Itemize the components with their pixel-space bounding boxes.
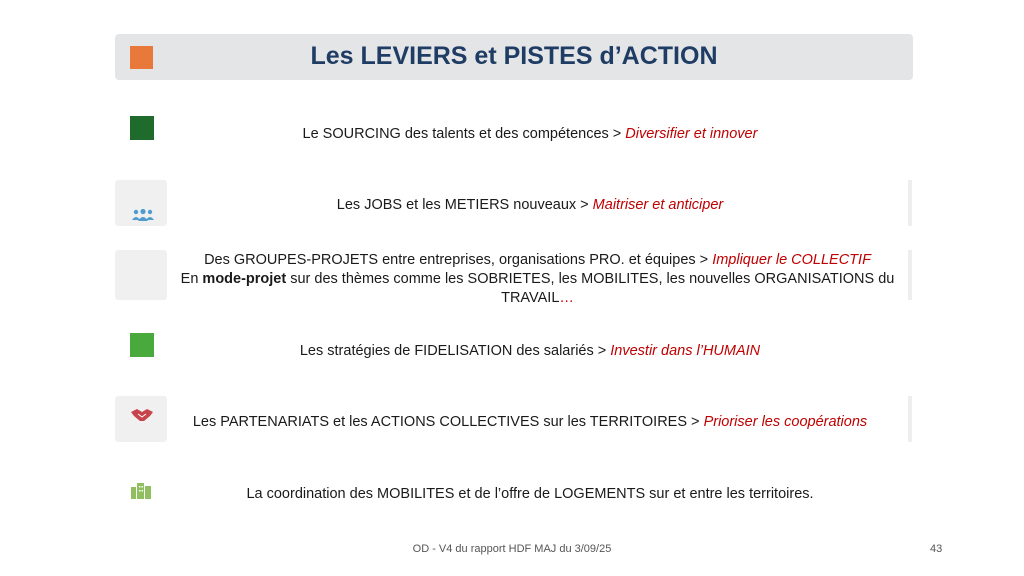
row-fidelisation [150,342,910,361]
row-jobs-text: Les JOBS et les METIERS nouveaux > [336,197,593,213]
slide-title: Les LEVIERS et PISTES d’ACTION [310,42,718,70]
row-partenariats-accent: Prioriser les coopérations [703,414,868,430]
row-groupes-line2 [170,270,905,308]
row-groupes-icon-box [115,250,167,300]
row-partenariats [150,413,910,432]
title-bar [115,34,913,80]
row-coordination-text: La coordination des MOBILITES et de l’offre de LOGEMENTS sur et entre les territoires. [246,486,814,502]
row-jobs-accent: Maitriser et anticiper [592,197,724,213]
row-fidelisation-accent: Investir dans l’HUMAIN [610,343,761,359]
row-groupes-line1 [170,251,905,270]
footer-note: OD - V4 du rapport HDF MAJ du 3/09/25 [412,543,612,555]
row-groupes-accent: Impliquer le COLLECTIF [712,252,871,268]
row-sourcing [150,125,910,144]
row-groupes-line2-post: sur des thèmes comme les SOBRIETES, les MOBILITES, les nouvelles ORGANISATIONS du TRAVAIL [286,271,895,306]
row-groupes-right-edge [908,250,912,300]
row-partenariats-text: Les PARTENARIATS et les ACTIONS COLLECTIVES sur les TERRITOIRES > [192,414,704,430]
row-groupes-line2-pre: En [180,271,203,287]
row-groupes [170,251,905,308]
row-groupes-line2-bold: mode-projet [202,271,287,287]
row-sourcing-text: Le SOURCING des talents et des compétences > [302,126,626,142]
buildings-icon [130,481,152,499]
page-number: 43 [930,543,943,555]
row-sourcing-accent: Diversifier et innover [625,126,758,142]
row-groupes-line2-tail: … [559,290,574,306]
row-jobs [150,196,910,215]
row-fidelisation-text: Les stratégies de FIDELISATION des salariés > [299,343,611,359]
row-groupes-text: Des GROUPES-PROJETS entre entreprises, organisations PRO. et équipes > [204,252,713,268]
row-coordination [150,485,910,504]
